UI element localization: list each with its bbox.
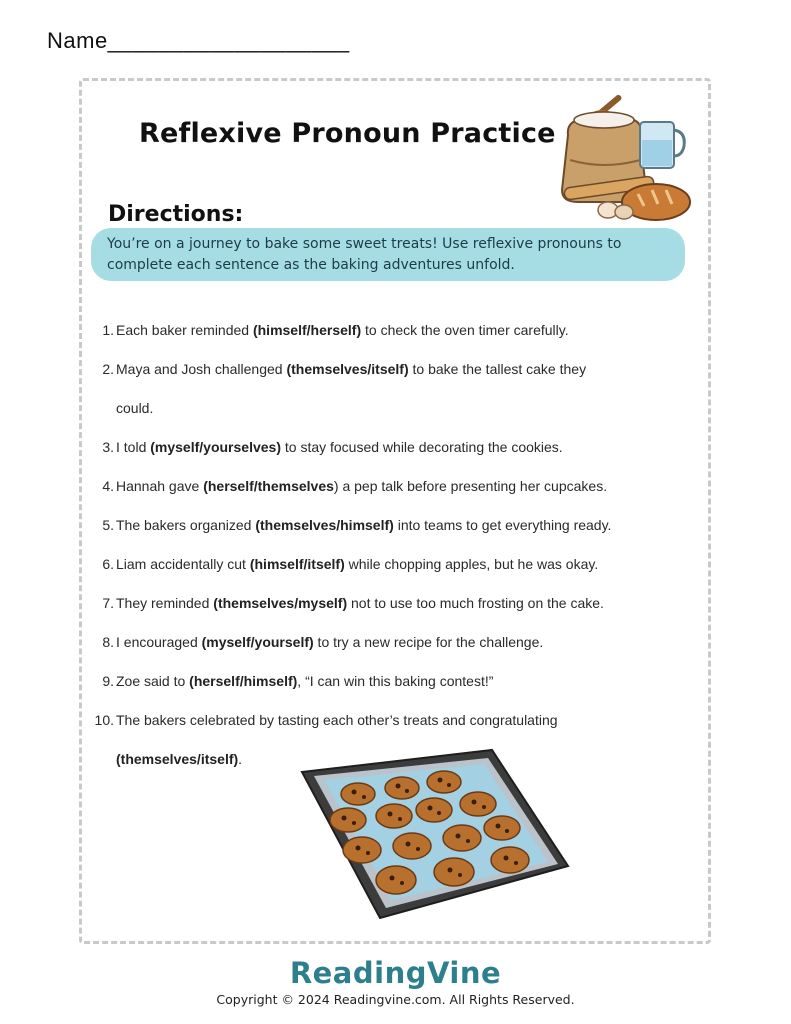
- pronoun-options: (myself/yourself): [201, 634, 314, 650]
- question-text: into teams to get everything ready.: [393, 517, 612, 533]
- question-item: [98, 350, 710, 389]
- question-text: to bake the tallest cake they: [408, 361, 587, 377]
- question-item: [98, 662, 710, 701]
- pronoun-options: (myself/yourselves): [150, 439, 281, 455]
- pronoun-options: (himself/itself): [249, 556, 345, 572]
- brand-logo: ReadingVine: [289, 956, 502, 990]
- question-text: The bakers celebrated by tasting each other’s treats and congratulating: [116, 712, 558, 728]
- question-text: to stay focused while decorating the cookies.: [280, 439, 563, 455]
- question-list: [94, 311, 710, 779]
- question-text: while chopping apples, but he was okay.: [344, 556, 599, 572]
- question-text: I encouraged: [116, 634, 202, 650]
- pronoun-options: (themselves/myself): [213, 595, 348, 611]
- question-text: I told: [116, 439, 151, 455]
- question-item: [98, 467, 710, 506]
- pronoun-options: (themselves/himself): [255, 517, 394, 533]
- question-text: They reminded: [116, 595, 214, 611]
- question-text: Zoe said to: [116, 673, 190, 689]
- question-text: to check the oven timer carefully.: [361, 322, 569, 338]
- worksheet-title: Reflexive Pronoun Practice: [139, 118, 556, 149]
- question-number: 2.: [102, 361, 114, 377]
- question-number: 6.: [102, 556, 114, 572]
- copyright-text: Copyright © 2024 Readingvine.com. All Rights Reserved.: [216, 992, 575, 1007]
- question-text: , “I can win this baking contest!”: [297, 673, 494, 689]
- pronoun-options: (herself/themselves: [203, 478, 334, 494]
- question-number: 1.: [102, 322, 114, 338]
- question-item: [98, 584, 710, 623]
- question-item: [98, 311, 710, 350]
- question-text: Maya and Josh challenged: [116, 361, 287, 377]
- question-number: 5.: [102, 517, 114, 533]
- question-number: 3.: [102, 439, 114, 455]
- baking-ingredients-icon: [556, 90, 696, 225]
- question-item: [98, 428, 710, 467]
- question-text: Hannah gave: [116, 478, 204, 494]
- cookie-tray-icon: [296, 746, 572, 924]
- pronoun-options: (themselves/itself): [286, 361, 409, 377]
- directions-heading: Directions:: [108, 202, 244, 227]
- question-item: [98, 506, 710, 545]
- directions-box: [91, 228, 685, 281]
- question-number: 8.: [102, 634, 114, 650]
- pronoun-options: (herself/himself): [189, 673, 298, 689]
- pronoun-options: (themselves/itself): [116, 751, 239, 767]
- question-number: 9.: [102, 673, 114, 689]
- question-number: 10.: [94, 712, 114, 728]
- question-item: [94, 701, 710, 740]
- question-text: .: [238, 751, 243, 767]
- question-item: [98, 623, 710, 662]
- name-field-label: Name___________________: [47, 28, 350, 53]
- question-text: to try a new recipe for the challenge.: [313, 634, 544, 650]
- question-text: Liam accidentally cut: [116, 556, 250, 572]
- directions-text: You’re on a journey to bake some sweet treats! Use reflexive pronouns to complete each sentence as the baking adventures unfold.: [107, 236, 622, 273]
- question-text: Each baker reminded: [116, 322, 253, 338]
- pronoun-options: (himself/herself): [252, 322, 362, 338]
- question-text: The bakers organized: [116, 517, 256, 533]
- question-number: 4.: [102, 478, 114, 494]
- question-text: ) a pep talk before presenting her cupcakes.: [333, 478, 608, 494]
- question-item: [98, 545, 710, 584]
- question-text: could.: [116, 400, 154, 416]
- question-continuation: [98, 389, 710, 428]
- question-text: not to use too much frosting on the cake.: [347, 595, 604, 611]
- question-number: 7.: [102, 595, 114, 611]
